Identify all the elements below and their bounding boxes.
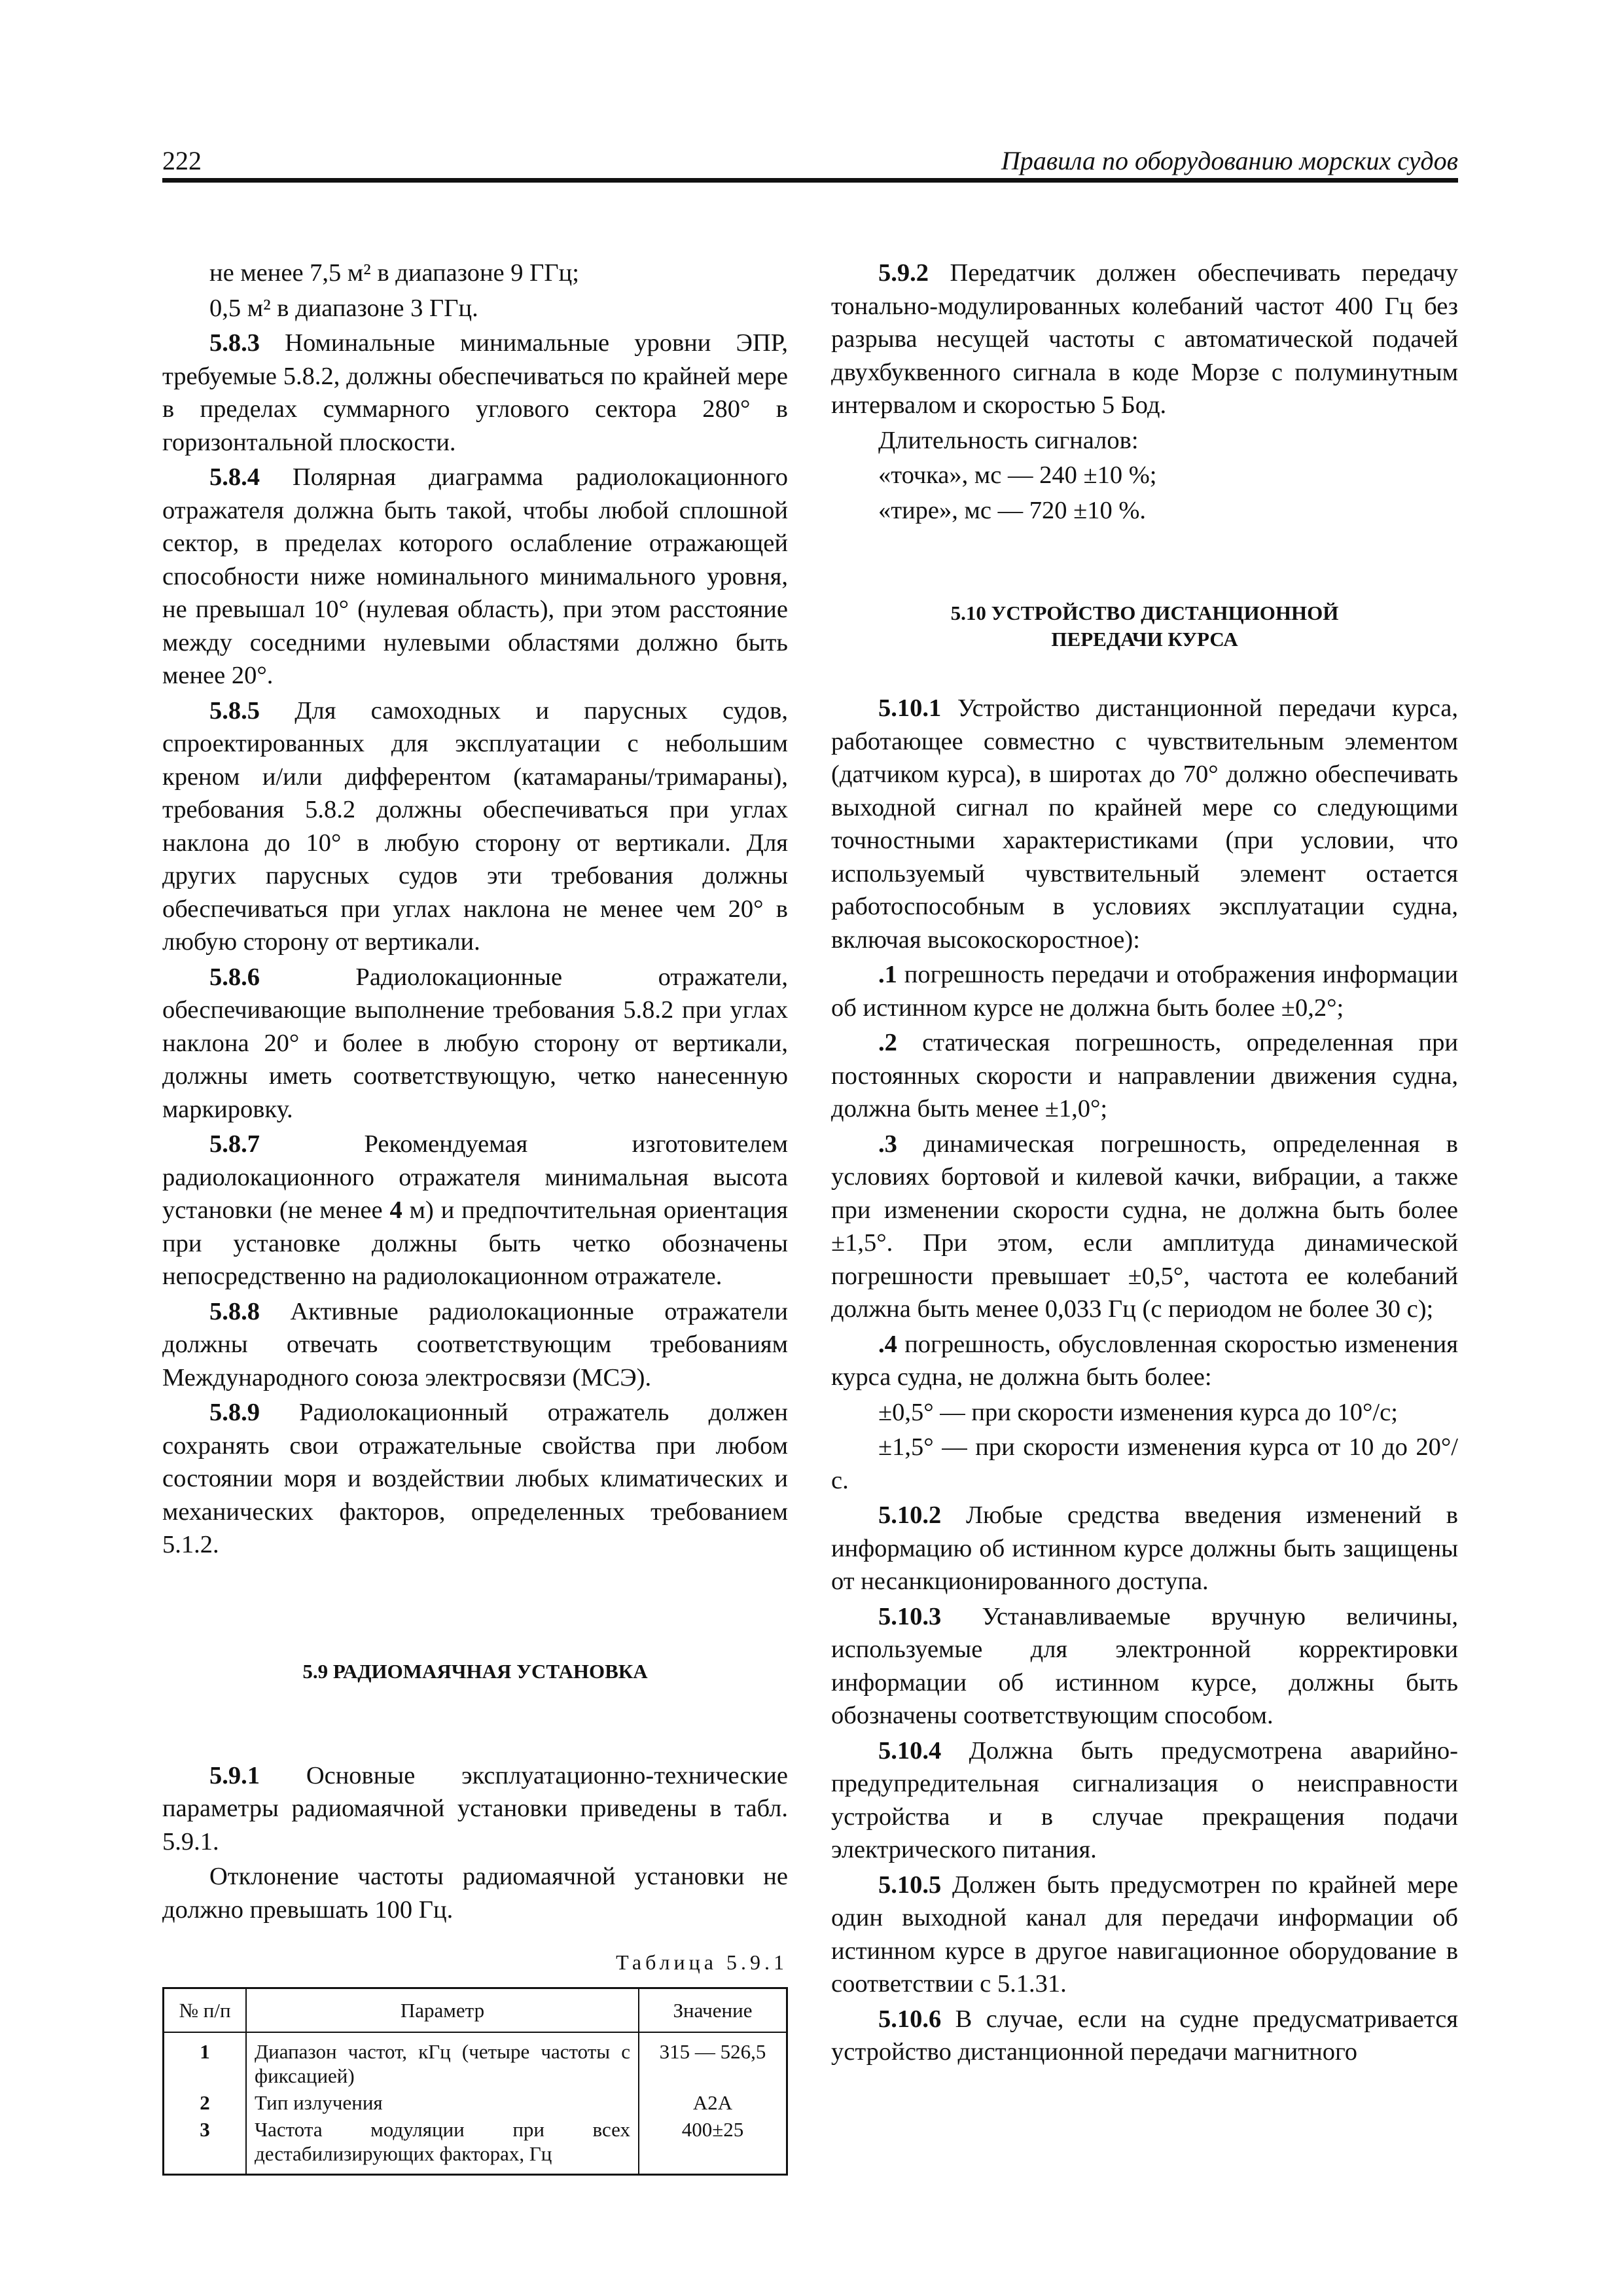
clause-number: 5.9.2 (878, 259, 929, 287)
paragraph: 0,5 м² в диапазоне 3 ГГц. (209, 294, 478, 322)
paragraph-5-10-5: 5.10.5 Должен быть предусмотрен по крайней мере один выходной канал для передачи информации об истинном курсе в другое навигационное оборудование в соответствии с 5.1.31. (831, 1871, 1458, 1998)
clause-number: 5.10.6 (878, 2005, 942, 2033)
table-row: 2 Тип излучения A2A (164, 2089, 787, 2116)
clause-number: 5.8.8 (209, 1297, 260, 1325)
paragraph-5-10-2: 5.10.2 Любые средства введения изменений в информацию об истинном курсе должны быть защищены от несанкционированного доступа. (831, 1501, 1458, 1595)
clause-number: 5.8.3 (209, 329, 260, 357)
column-header: № п/п (164, 1988, 247, 2032)
clause-number: 5.8.9 (209, 1399, 260, 1426)
paragraph-5-8-6: 5.8.6 Радиолокационные отражатели, обеспечивающие выполнение требования 5.8.2 при углах наклона 20° и более в любую сторону от вертикали, должны иметь соответствующую, четко нанесенную маркировку. (162, 963, 788, 1123)
column-header: Значение (639, 1988, 787, 2032)
paragraph-5-8-3: 5.8.3 Номинальные минимальные уровни ЭПР, требуемые 5.8.2, должны обеспечиваться по крайней мере в пределах суммарного углового сектора 280° в горизонтальной плоскости. (162, 329, 788, 456)
page-number: 222 (162, 146, 202, 175)
paragraph-5-9-1: 5.9.1 Основные эксплуатационно-технические параметры радиомаячной установки приведены в табл. 5.9.1. (162, 1761, 788, 1856)
running-title: Правила по оборудованию морских судов (1001, 146, 1458, 175)
right-column (831, 257, 1458, 2071)
clause-number: 5.9.1 (209, 1761, 260, 1789)
clause-number: 5.10.1 (878, 694, 942, 722)
clause-number: 5.10.2 (878, 1501, 942, 1529)
list-item: .1 погрешность передачи и отображения информации об истинном курсе не должна быть более ±0,2°; (831, 961, 1458, 1022)
table-caption: Таблица 5.9.1 (616, 1950, 788, 1974)
paragraph: «точка», мс — 240 ±10 %; (878, 461, 1157, 489)
table-5-9-1 (162, 1987, 788, 2176)
paragraph-5-8-4: 5.8.4 Полярная диаграмма радиолокационного отражателя должна быть такой, чтобы любой сплошной сектор, в пределах которого ослабление отражающей способности ниже номинального минимального уровня, не превышал 10° (нулевая область), при этом расстояние между соседними нулевыми областями должно быть менее 20°. (162, 463, 788, 689)
list-item: .2 статическая погрешность, определенная при постоянных скорости и направлении движения судна, должна быть менее ±1,0°; (831, 1029, 1458, 1122)
left-column (162, 257, 788, 2176)
table-row: 3 Частота модуляции при всех дестабилизирующих факторах, Гц 400±25 (164, 2116, 787, 2175)
paragraph-5-10-1: 5.10.1 Устройство дистанционной передачи курса, работающее совместно с чувствительным элементом (датчиком курса), в широтах до 70° должно обеспечивать выходной сигнал по крайней мере со следующими точностными характеристиками (при условии, что используемый чувствительный элемент остается работоспособным в условиях эксплуатации судна, включая высокоскоростное): (831, 694, 1458, 954)
paragraph-5-8-7: 5.8.7 Рекомендуемая изготовителем радиолокационного отражателя минимальная высота установки (не менее 4 м) и предпочтительная ориентация при установке должны быть четко обозначены непосредственно на радиолокационном отражателе. (162, 1130, 788, 1290)
page-header (162, 145, 1458, 183)
paragraph-5-9-2: 5.9.2 Передатчик должен обеспечивать передачу тонально-модулированных колебаний частот 400 Гц без разрыва несущей частоты с автоматической подачей двухбуквенного сигнала в коде Морзе с полуминутным интервалом и скоростью 5 Бод. (831, 259, 1458, 419)
section-heading-5-9: 5.9 РАДИОМАЯЧНАЯ УСТАНОВКА (302, 1659, 648, 1683)
list-subitem: ±0,5° — при скорости изменения курса до 10°/с; (878, 1398, 1398, 1426)
paragraph: Отклонение частоты радиомаячной установки не должно превышать 100 Гц. (162, 1863, 788, 1924)
clause-number: 5.10.5 (878, 1871, 942, 1899)
clause-number: 5.10.4 (878, 1736, 942, 1765)
clause-number: 5.10.3 (878, 1602, 942, 1630)
paragraph: «тире», мс — 720 ±10 %. (878, 496, 1147, 524)
paragraph-5-8-5: 5.8.5 Для самоходных и парусных судов, спроектированных для эксплуатации с небольшим креном и/или дифферентом (катамараны/тримараны), требования 5.8.2 должны обеспечиваться при углах наклона до 10° в любую сторону от вертикали. Для других парусных судов эти требования должны обеспечиваться при углах наклона не менее чем 20° в любую сторону от вертикали. (162, 696, 788, 956)
section-heading-5-10: 5.10 УСТРОЙСТВО ДИСТАНЦИОННОЙ ПЕРЕДАЧИ КУРСА (950, 601, 1339, 651)
paragraph: Длительность сигналов: (878, 426, 1139, 454)
list-item: .4 погрешность, обусловленная скоростью изменения курса судна, не должна быть более: (831, 1330, 1458, 1391)
clause-number: 5.8.5 (209, 696, 260, 725)
table-row: 1 Диапазон частот, кГц (четыре частоты с фиксацией) 315 — 526,5 (164, 2032, 787, 2089)
paragraph: не менее 7,5 м² в диапазоне 9 ГГц; (209, 259, 579, 287)
clause-number: 5.8.4 (209, 463, 260, 491)
list-subitem: ±1,5° — при скорости изменения курса от 10 до 20°/с. (831, 1433, 1458, 1494)
column-header: Параметр (246, 1988, 639, 2032)
paragraph-5-8-8: 5.8.8 Активные радиолокационные отражатели должны отвечать соответствующим требованиям Международного союза электросвязи (МСЭ). (162, 1297, 788, 1391)
list-item: .3 динамическая погрешность, определенная в условиях бортовой и килевой качки, вибрации, а также при изменении скорости судна, не должна быть более ±1,5°. При этом, если амплитуда динамической погрешности превышает ±0,5°, частота ее колебаний должна быть менее 0,033 Гц (с периодом не более 30 с); (831, 1130, 1458, 1323)
clause-number: 5.8.6 (209, 963, 260, 991)
paragraph-5-10-4: 5.10.4 Должна быть предусмотрена аварийно-предупредительная сигнализация о неисправности устройства и в случае прекращения подачи электрического питания. (831, 1736, 1458, 1863)
clause-number: 5.8.7 (209, 1130, 260, 1158)
paragraph-5-8-9: 5.8.9 Радиолокационный отражатель должен сохранять свои отражательные свойства при любом состоянии моря и воздействии любых климатических и механических факторов, определенных требованием 5.1.2. (162, 1399, 788, 1558)
paragraph-5-10-3: 5.10.3 Устанавливаемые вручную величины, используемые для электронной корректировки информации об истинном курсе, должны быть обозначены соответствующим способом. (831, 1602, 1458, 1729)
paragraph-5-10-6: 5.10.6 В случае, если на судне предусматривается устройство дистанционной передачи магнитного (831, 2005, 1458, 2066)
